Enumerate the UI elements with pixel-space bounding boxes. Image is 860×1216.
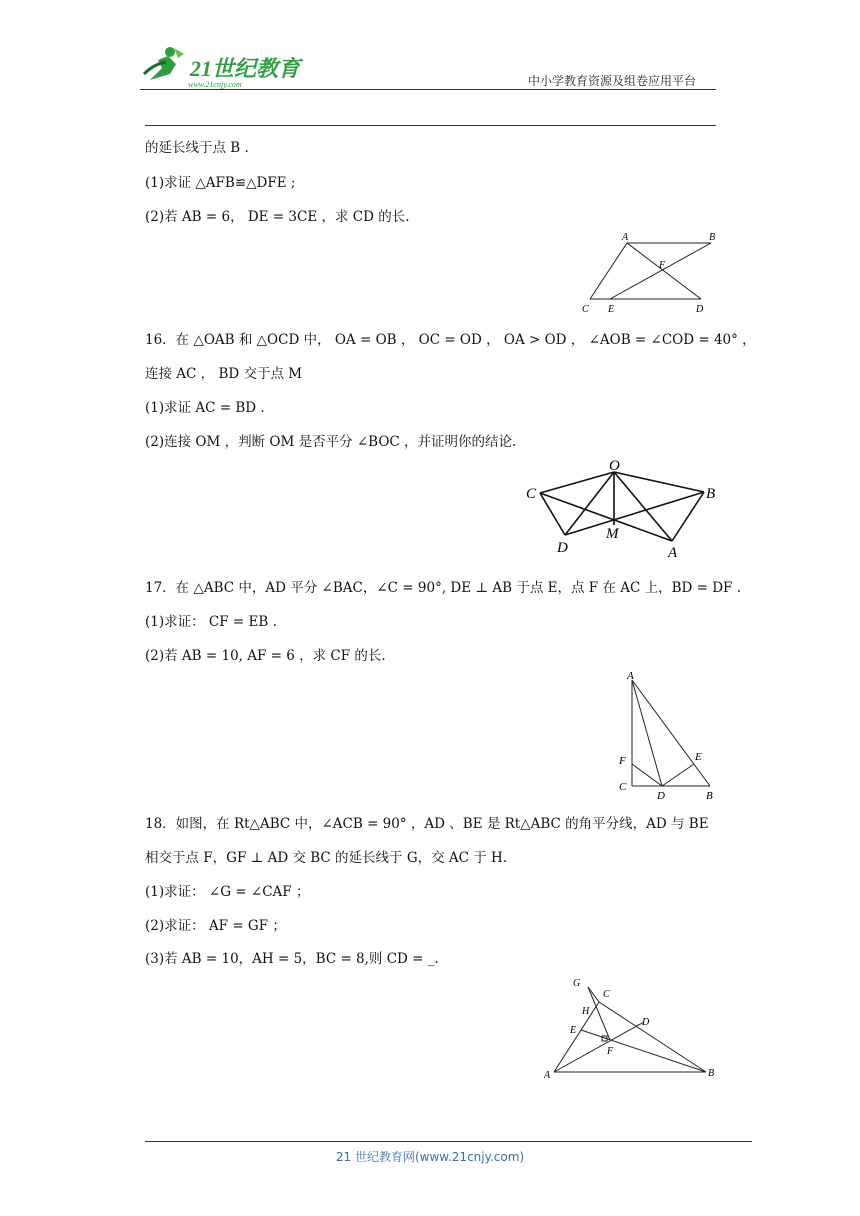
question-17: 17．在 △ABC 中，AD 平分 ∠BAC，∠C = 90°, DE ⊥ AB 于点 E，点 F 在 AC 上，BD = DF . <box>145 580 741 596</box>
label-F: F <box>619 755 626 767</box>
label-C: C <box>603 989 610 1000</box>
label-A: A <box>544 1070 551 1081</box>
text-line: (1)求证 △AFB≌△DFE ; <box>145 175 296 191</box>
figure-17 <box>612 668 722 803</box>
label-A: A <box>668 545 678 561</box>
label-D: D <box>642 1017 650 1028</box>
text-line: (1)求证 AC = BD . <box>145 400 265 416</box>
label-C: C <box>619 781 627 793</box>
label-F: F <box>659 260 666 271</box>
logo-text: 21世纪教育 <box>190 56 301 81</box>
text-line: (2)若 AB = 10, AF = 6 ，求 CF 的长. <box>145 648 386 664</box>
label-E: E <box>570 1025 577 1036</box>
figure-16 <box>520 455 725 563</box>
label-E: E <box>695 751 702 763</box>
text-line: 连接 AC ， BD 交于点 M <box>145 366 303 382</box>
figure-15 <box>576 228 726 320</box>
text-line: (2)若 AB = 6， DE = 3CE ，求 CD 的长. <box>145 209 410 225</box>
label-C: C <box>582 304 589 315</box>
label-D: D <box>557 540 568 556</box>
text-line: 相交于点 F，GF ⊥ AD 交 BC 的延长线于 G，交 AC 于 H. <box>145 850 508 866</box>
label-C: C <box>526 486 537 502</box>
top-rule <box>145 125 716 126</box>
text-line: (1)求证： ∠G = ∠CAF ； <box>145 884 310 900</box>
label-B: B <box>709 232 716 243</box>
text-line: (2)连接 OM ，判断 OM 是否平分 ∠BOC ，并证明你的结论. <box>145 434 517 450</box>
text-line: (3)若 AB = 10，AH = 5，BC = 8,则 CD = _. <box>145 951 439 967</box>
label-B: B <box>706 790 713 802</box>
label-F: F <box>607 1046 614 1057</box>
label-B: B <box>706 486 716 502</box>
label-A: A <box>622 232 629 243</box>
label-E: E <box>608 304 615 315</box>
footer-rule <box>145 1141 752 1142</box>
label-B: B <box>708 1068 715 1079</box>
header-rule <box>140 89 716 90</box>
logo-url: www.21cnjy.com <box>188 80 242 89</box>
logo <box>140 44 310 90</box>
question-18: 18．如图，在 Rt△ABC 中，∠ACB = 90° ，AD 、BE 是 Rt△ABC 的角平分线，AD 与 BE <box>145 816 709 832</box>
text-line: (2)求证： AF = GF ； <box>145 918 286 934</box>
label-D: D <box>696 304 704 315</box>
text-line: (1)求证： CF = EB . <box>145 614 277 630</box>
text-line: 的延长线于点 B . <box>145 140 249 156</box>
figure-18 <box>536 972 721 1084</box>
label-A: A <box>627 670 634 682</box>
question-16: 16．在 △OAB 和 △OCD 中， OA = OB ， OC = OD ， OA > OD ， ∠AOB = ∠COD = 40° ， <box>145 332 756 348</box>
footer-text: 21 世纪教育网(www.21cnjy.com) <box>335 1150 525 1164</box>
label-M: M <box>606 526 619 542</box>
header-platform-text: 中小学教育资源及组卷应用平台 <box>528 74 697 88</box>
label-D: D <box>657 790 665 802</box>
logo-runner-icon <box>140 44 310 90</box>
label-O: O <box>609 458 620 474</box>
label-H: H <box>582 1006 590 1017</box>
label-G: G <box>573 978 581 989</box>
